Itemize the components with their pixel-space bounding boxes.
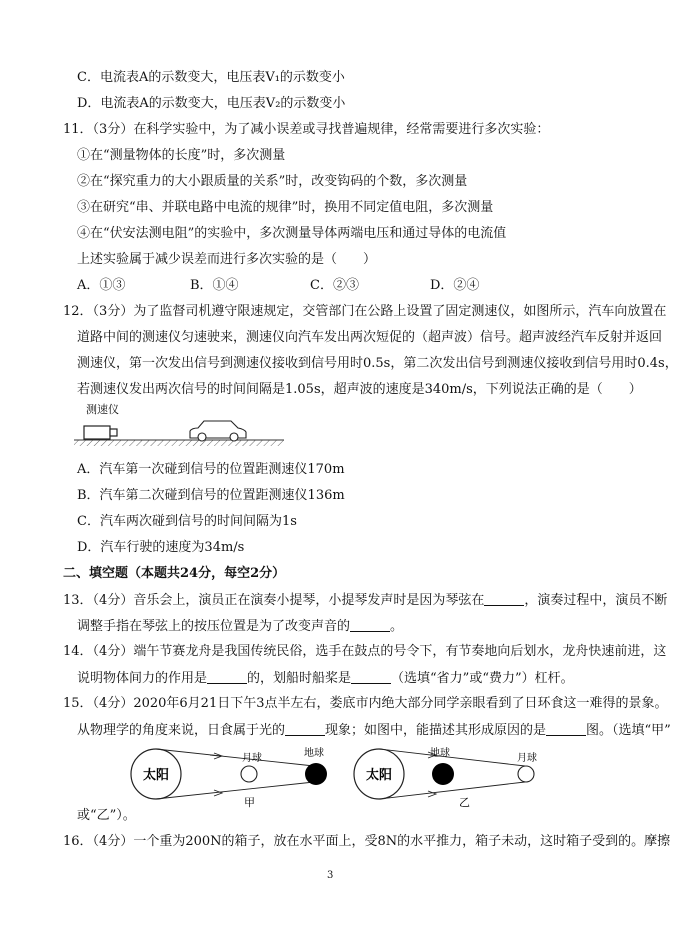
- q15-line-1: 15．（4分）2020年6月21日下午3点半左右，娄底市内绝大部分同学亲眼看到了日环食这一难得的景象。: [63, 696, 668, 711]
- earth-label-left: 地球: [304, 748, 324, 759]
- arrow-lower-right: [428, 791, 436, 797]
- q15-line-3: 或“乙”）。: [77, 808, 136, 823]
- q11-option-a: A．①③: [77, 278, 126, 293]
- q13-text-1b: ，演奏过程中，演员不断: [524, 593, 668, 608]
- speed-detector-figure: [74, 402, 284, 452]
- q12-line-4: 若测速仪发出两次信号的时间间隔是1.05s，超声波的速度是340m/s，下列说法正确的是（ ）: [77, 382, 642, 397]
- moon-circle-left: [241, 766, 257, 782]
- car-icon: [190, 421, 246, 441]
- q13-text-2a: 调整手指在琴弦上的按压位置是为了改变声音的: [77, 619, 351, 634]
- q12-line-3: 测速仪，第一次发出信号到测速仪接收到信号用时0.5s，第二次发出信号到测速仪接收到信号用时0.4s，: [77, 356, 678, 371]
- speed-detector-device: [84, 426, 117, 439]
- q16-line-1: 16．（4分）一个重为200N的箱子，放在水平面上，受8N的水平推力，箱子未动，这时箱子受到的。摩擦: [63, 834, 671, 849]
- q11-item-3: ③在研究“串、并联电路中电流的规律”时，换用不同定值电阻，多次测量: [77, 200, 494, 215]
- q13-text-1a: 13．（4分）音乐会上，演员正在演奏小提琴，小提琴发声时是因为琴弦在: [63, 593, 485, 608]
- q11-stem: 11．（3分）在科学实验中，为了减小误差或寻找普遍规律，经常需要进行多次实验：: [63, 122, 550, 137]
- q13-blank-1: [484, 592, 524, 606]
- q14-blank-2: [351, 670, 391, 684]
- q11-item-2: ②在“探究重力的大小跟质量的关系”时，改变钩码的个数，多次测量: [77, 174, 468, 189]
- q14-text-2a: 说明物体间力的作用是: [77, 671, 208, 686]
- q12-option-d: D．汽车行驶的速度为34m/s: [77, 540, 245, 555]
- moon-label-left: 月球: [242, 753, 262, 764]
- q15-text-2a: 从物理学的角度来说，日食属于光的: [77, 723, 286, 738]
- q10-option-d: D．电流表A的示数变大，电压表V₂的示数变小: [77, 96, 346, 111]
- q12-option-a: A．汽车第一次碰到信号的位置距测速仪170m: [77, 462, 345, 477]
- q15-text-2b: 现象；如图中，能描述其形成原因的是: [325, 723, 547, 738]
- sun-label-right: 太阳: [365, 768, 393, 783]
- speed-detector-diagram: [74, 402, 284, 452]
- q11-option-d: D．②④: [430, 278, 480, 293]
- q15-blank-2: [546, 722, 586, 736]
- eclipse-diagram-left: [131, 746, 327, 809]
- q13-text-2b: 。: [390, 619, 404, 634]
- q15-line-2: [77, 722, 671, 739]
- q11-option-b: B．①④: [190, 278, 239, 293]
- earth-circle-right: [432, 763, 454, 785]
- moon-circle-right: [518, 766, 534, 782]
- road-hatch: [74, 440, 284, 446]
- q11-question: 上述实验属于减少误差而进行多次实验的是（ ）: [77, 252, 377, 267]
- q12-option-b: B．汽车第二次碰到信号的位置距测速仪136m: [77, 488, 345, 503]
- ray-lower-left: [156, 782, 314, 799]
- caption-jia: 甲: [244, 796, 255, 809]
- q14-text-2b: 的，划船时船桨是: [247, 671, 352, 686]
- section-2-heading: 二、填空题（本题共24分，每空2分）: [63, 566, 286, 581]
- speed-detector-label: 测速仪: [86, 403, 119, 416]
- q15-blank-1: [285, 722, 325, 736]
- q10-option-c: C．电流表A的示数变大，电压表V₁的示数变小: [77, 70, 345, 85]
- q13-line-2: [77, 618, 403, 635]
- q11-option-c: C．②③: [310, 278, 359, 293]
- q14-line-2: [77, 670, 574, 687]
- caption-yi: 乙: [459, 796, 470, 809]
- q12-line-2: 道路中间的测速仪匀速驶来，测速仪向汽车发出两次短促的（超声波）信号。超声波经汽车反射并返回: [77, 330, 663, 345]
- q12-option-c: C．汽车两次碰到信号的时间间隔为1s: [77, 514, 297, 529]
- earth-label-right: 地球: [430, 748, 450, 759]
- eclipse-diagram-right: [354, 746, 537, 809]
- ray-upper-left: [156, 749, 314, 766]
- q14-blank-1: [207, 670, 247, 684]
- q13-blank-2: [350, 618, 390, 632]
- eclipse-diagrams: [130, 744, 580, 810]
- q13-line-1: [63, 592, 667, 609]
- q12-line-1: 12．（3分）为了监督司机遵守限速规定，交管部门在公路上设置了固定测速仪，如图所示，汽车向放置在: [63, 304, 667, 319]
- page-number: 3: [327, 870, 334, 881]
- q14-line-1: 14．（4分）端午节赛龙舟是我国传统民俗，选手在鼓点的号令下，有节奏地向后划水，龙舟快速前进，这: [63, 644, 667, 659]
- earth-circle-left: [305, 763, 327, 785]
- sun-label-left: 太阳: [142, 768, 170, 783]
- q14-text-2c: （选填“省力”或“费力”）杠杆。: [391, 671, 574, 686]
- q11-item-4: ④在“伏安法测电阻”的实验中，多次测量导体两端电压和通过导体的电流值: [77, 226, 507, 241]
- moon-label-right: 月球: [517, 753, 537, 764]
- q11-item-1: ①在“测量物体的长度”时，多次测量: [77, 148, 286, 163]
- q15-text-2c: 图。（选填“甲”: [586, 723, 671, 738]
